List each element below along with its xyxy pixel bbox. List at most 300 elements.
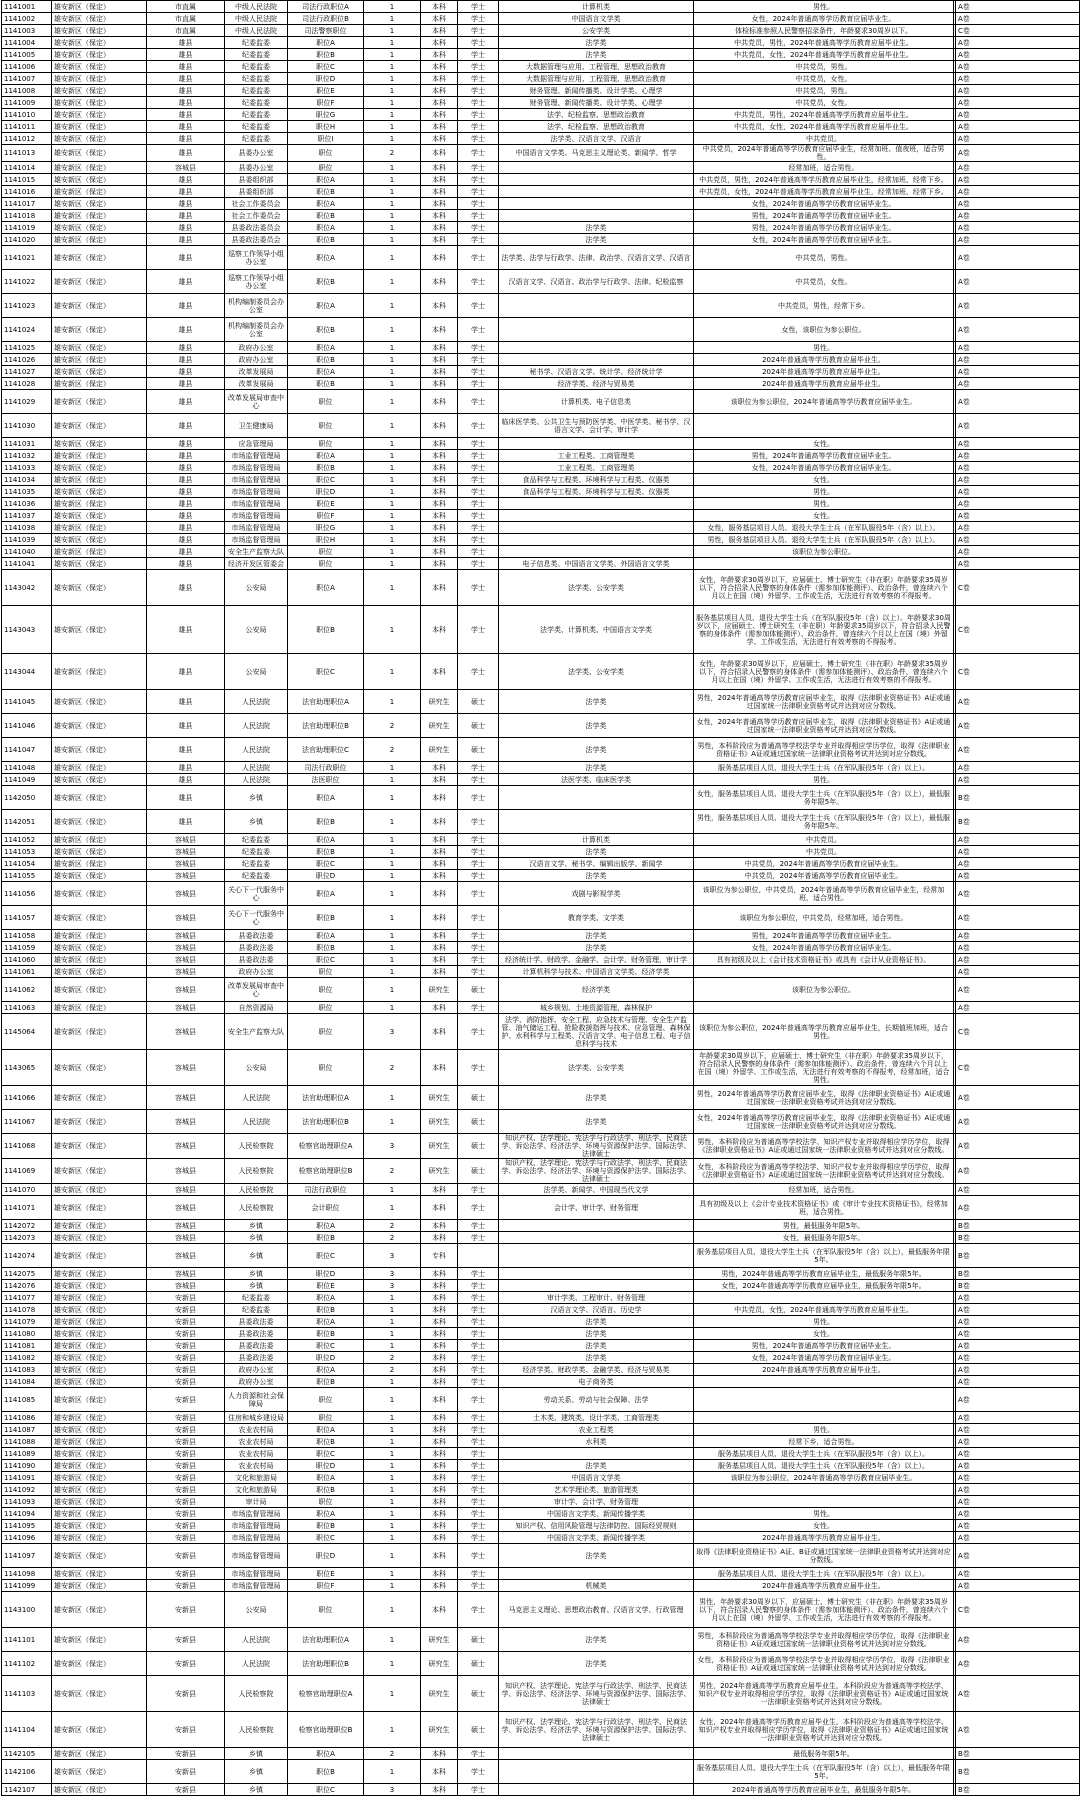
region-cell: 雄安新区（保定） (52, 378, 147, 390)
position-name-cell: 职位C (288, 858, 364, 870)
table-row (2, 85, 1080, 97)
other-requirements-cell: 2024年普通高等学历教育应届毕业生，最低服务年限5年。 (694, 1784, 954, 1796)
education-cell: 本科 (421, 654, 458, 690)
quota-cell: 1 (364, 1580, 421, 1592)
department-cell: 纪委监委 (225, 1292, 288, 1304)
table-row (2, 61, 1080, 73)
position-code-cell: 1141091 (2, 1472, 52, 1484)
position-code-cell: 1143043 (2, 606, 52, 654)
quota-cell: 1 (364, 1002, 421, 1014)
region-cell: 雄安新区（保定） (52, 966, 147, 978)
position-name-cell: 职位C (288, 1448, 364, 1460)
county-cell: 安新县 (147, 1544, 225, 1568)
degree-cell: 学士 (458, 234, 499, 246)
education-cell: 本科 (421, 762, 458, 774)
region-cell: 雄安新区（保定） (52, 1748, 147, 1760)
degree-cell: 学士 (458, 810, 499, 834)
exam-paper-cell: B卷 (956, 1748, 1080, 1760)
other-requirements-cell: 该职位为参公职位，中共党员，经常加班，适合男性。 (694, 906, 954, 930)
education-cell: 本科 (421, 354, 458, 366)
education-cell: 本科 (421, 318, 458, 342)
education-cell: 本科 (421, 1580, 458, 1592)
region-cell: 雄安新区（保定） (52, 121, 147, 133)
position-code-cell: 1141002 (2, 13, 52, 25)
position-code-cell: 1141083 (2, 1364, 52, 1376)
position-code-cell: 1141024 (2, 318, 52, 342)
county-cell: 雄县 (147, 786, 225, 810)
exam-paper-cell: A卷 (956, 354, 1080, 366)
position-name-cell: 职位B (288, 1304, 364, 1316)
degree-cell: 学士 (458, 1352, 499, 1364)
department-cell: 市场监督管理局 (225, 474, 288, 486)
department-cell: 乡镇 (225, 1220, 288, 1232)
education-cell: 本科 (421, 534, 458, 546)
department-cell: 中级人民法院 (225, 25, 288, 37)
county-cell: 容城县 (147, 1159, 225, 1184)
major-cell (499, 1448, 694, 1460)
department-cell: 乡镇 (225, 1760, 288, 1784)
department-cell: 农业农村局 (225, 1436, 288, 1448)
table-row (2, 1472, 1080, 1484)
exam-paper-cell: B卷 (956, 810, 1080, 834)
other-requirements-cell: 男性，服务基层项目人员、退役大学生士兵（在军队服役5年（含）以上）。 (694, 534, 954, 546)
region-cell: 雄安新区（保定） (52, 906, 147, 930)
region-cell: 雄安新区（保定） (52, 462, 147, 474)
quota-cell: 1 (364, 846, 421, 858)
degree-cell: 学士 (458, 1760, 499, 1784)
degree-cell: 学士 (458, 546, 499, 558)
degree-cell: 学士 (458, 97, 499, 109)
position-code-cell: 1141022 (2, 270, 52, 294)
quota-cell: 1 (364, 1484, 421, 1496)
department-cell: 改革发展局审查中心 (225, 978, 288, 1002)
position-code-cell: 1141077 (2, 1292, 52, 1304)
quota-cell: 3 (364, 1280, 421, 1292)
education-cell: 本科 (421, 1484, 458, 1496)
county-cell: 雄县 (147, 498, 225, 510)
other-requirements-cell: 女性，2024年普通高等学历教育应届毕业生。 (694, 462, 954, 474)
exam-paper-cell: A卷 (956, 145, 1080, 162)
table-row (2, 109, 1080, 121)
position-code-cell: 1141063 (2, 1002, 52, 1014)
table-row (2, 606, 1080, 654)
table-row (2, 462, 1080, 474)
education-cell: 本科 (421, 1520, 458, 1532)
major-cell: 审计学类、工程审计、财务管理 (499, 1292, 694, 1304)
other-requirements-cell: 女性，2024年普通高等学历教育应届毕业生。 (694, 1352, 954, 1364)
quota-cell: 1 (364, 1448, 421, 1460)
department-cell: 纪委监委 (225, 121, 288, 133)
position-name-cell: 职位C (288, 474, 364, 486)
degree-cell: 硕士 (458, 1628, 499, 1652)
department-cell: 关心下一代服务中心 (225, 906, 288, 930)
quota-cell: 1 (364, 1544, 421, 1568)
major-cell: 法学类、公安学类 (499, 570, 694, 606)
region-cell: 雄安新区（保定） (52, 762, 147, 774)
table-row (2, 942, 1080, 954)
position-name-cell: 检察官助理职位B (288, 1159, 364, 1184)
position-name-cell: 职位 (288, 414, 364, 438)
other-requirements-cell: 男性，本科阶段应为普通高等学校法学、知识产权专业并取得相应学历学位，取得《法律职业资格证书》A证或通过国家统一法律职业资格考试并达到对应分数线。 (694, 1134, 954, 1159)
table-row (2, 1002, 1080, 1014)
position-code-cell: 1141035 (2, 486, 52, 498)
department-cell: 公安局 (225, 654, 288, 690)
exam-paper-cell: A卷 (956, 1, 1080, 13)
position-name-cell: 职位B (288, 318, 364, 342)
degree-cell: 学士 (458, 246, 499, 270)
county-cell: 雄县 (147, 73, 225, 85)
position-name-cell: 职位B (288, 1328, 364, 1340)
other-requirements-cell: 男性，2024年普通高等学历教育应届毕业生，最低服务年限5年。 (694, 1268, 954, 1280)
department-cell: 安全生产监察大队 (225, 546, 288, 558)
other-requirements-cell: 中共党员，2024年普通高等学历教育应届毕业生，经常加班、值夜班，适合男性。 (694, 145, 954, 162)
exam-paper-cell: A卷 (956, 690, 1080, 714)
department-cell: 人民法院 (225, 690, 288, 714)
position-code-cell: 1141032 (2, 450, 52, 462)
quota-cell: 1 (364, 486, 421, 498)
position-name-cell: 职位A (288, 930, 364, 942)
position-code-cell: 1141020 (2, 234, 52, 246)
quota-cell: 1 (364, 1196, 421, 1220)
degree-cell: 学士 (458, 270, 499, 294)
position-code-cell: 1141045 (2, 690, 52, 714)
county-cell: 安新县 (147, 1784, 225, 1796)
position-name-cell: 职位B (288, 1436, 364, 1448)
education-cell: 本科 (421, 1376, 458, 1388)
department-cell: 市场监督管理局 (225, 1508, 288, 1520)
exam-paper-cell: A卷 (956, 210, 1080, 222)
position-name-cell: 职位A (288, 37, 364, 49)
exam-paper-cell: A卷 (956, 978, 1080, 1002)
position-code-cell: 1142106 (2, 1760, 52, 1784)
county-cell: 雄县 (147, 37, 225, 49)
table-row (2, 510, 1080, 522)
position-name-cell: 司法行政职位A (288, 1, 364, 13)
education-cell: 本科 (421, 930, 458, 942)
region-cell: 雄安新区（保定） (52, 558, 147, 570)
department-cell: 关心下一代服务中心 (225, 882, 288, 906)
exam-paper-cell: A卷 (956, 1412, 1080, 1424)
other-requirements-cell (694, 1412, 954, 1424)
region-cell: 雄安新区（保定） (52, 1652, 147, 1676)
position-code-cell: 1141017 (2, 198, 52, 210)
exam-paper-cell: A卷 (956, 1002, 1080, 1014)
other-requirements-cell: 服务基层项目人员、退役大学生士兵（在军队服役5年（含）以上），最低服务年限5年。 (694, 1760, 954, 1784)
other-requirements-cell (694, 1002, 954, 1014)
exam-paper-cell: A卷 (956, 1496, 1080, 1508)
quota-cell: 1 (364, 1412, 421, 1424)
position-name-cell: 职位E (288, 1568, 364, 1580)
position-name-cell: 职位C (288, 654, 364, 690)
department-cell: 县委办公室 (225, 162, 288, 174)
county-cell: 雄县 (147, 198, 225, 210)
department-cell: 中级人民法院 (225, 1, 288, 13)
degree-cell: 学士 (458, 1388, 499, 1412)
education-cell: 研究生 (421, 1134, 458, 1159)
department-cell: 改革发展局 (225, 366, 288, 378)
position-code-cell: 1142072 (2, 1220, 52, 1232)
position-code-cell: 1141053 (2, 846, 52, 858)
table-row (2, 1086, 1080, 1110)
position-code-cell: 1141087 (2, 1424, 52, 1436)
position-code-cell: 1143100 (2, 1592, 52, 1628)
position-name-cell: 职位A (288, 450, 364, 462)
table-row (2, 1388, 1080, 1412)
department-cell: 纪委监委 (225, 846, 288, 858)
region-cell: 雄安新区（保定） (52, 870, 147, 882)
table-row (2, 1352, 1080, 1364)
table-row (2, 270, 1080, 294)
department-cell: 乡镇 (225, 810, 288, 834)
major-cell: 经济统计学、财政学、金融学、会计学、财务管理、审计学 (499, 954, 694, 966)
region-cell: 雄安新区（保定） (52, 1580, 147, 1592)
region-cell: 雄安新区（保定） (52, 246, 147, 270)
position-name-cell: 职位H (288, 534, 364, 546)
position-name-cell: 职位B (288, 354, 364, 366)
position-name-cell: 职位 (288, 438, 364, 450)
table-row (2, 1532, 1080, 1544)
degree-cell: 学士 (458, 210, 499, 222)
position-name-cell: 法医职位 (288, 774, 364, 786)
table-row (2, 558, 1080, 570)
table-row (2, 810, 1080, 834)
department-cell: 中级人民法院 (225, 13, 288, 25)
exam-paper-cell: A卷 (956, 49, 1080, 61)
department-cell: 政府办公室 (225, 354, 288, 366)
exam-paper-cell: A卷 (956, 558, 1080, 570)
quota-cell: 3 (364, 1244, 421, 1268)
department-cell: 县委办公室 (225, 145, 288, 162)
position-name-cell: 职位A (288, 222, 364, 234)
major-cell (499, 174, 694, 186)
department-cell: 纪委监委 (225, 49, 288, 61)
education-cell: 本科 (421, 1532, 458, 1544)
table-row (2, 1232, 1080, 1244)
department-cell: 人民法院 (225, 738, 288, 762)
region-cell: 雄安新区（保定） (52, 450, 147, 462)
region-cell: 雄安新区（保定） (52, 1424, 147, 1436)
major-cell: 法学类 (499, 234, 694, 246)
table-row (2, 870, 1080, 882)
position-code-cell: 1141012 (2, 133, 52, 145)
county-cell: 容城县 (147, 978, 225, 1002)
position-code-cell: 1141021 (2, 246, 52, 270)
quota-cell: 1 (364, 1376, 421, 1388)
major-cell: 法学类 (499, 1460, 694, 1472)
degree-cell: 学士 (458, 510, 499, 522)
table-row (2, 1712, 1080, 1748)
major-cell: 法学类 (499, 762, 694, 774)
table-row (2, 1484, 1080, 1496)
position-name-cell: 职位B (288, 1760, 364, 1784)
county-cell: 雄县 (147, 714, 225, 738)
position-code-cell: 1141101 (2, 1628, 52, 1652)
table-row (2, 1184, 1080, 1196)
department-cell: 人力资源和社会保障局 (225, 1388, 288, 1412)
exam-paper-cell: A卷 (956, 1652, 1080, 1676)
major-cell: 计算机类 (499, 1, 694, 13)
education-cell: 本科 (421, 1292, 458, 1304)
position-name-cell: 职位A (288, 1220, 364, 1232)
region-cell: 雄安新区（保定） (52, 1436, 147, 1448)
quota-cell: 1 (364, 774, 421, 786)
region-cell: 雄安新区（保定） (52, 606, 147, 654)
education-cell: 研究生 (421, 1086, 458, 1110)
position-name-cell: 法官助理职位A (288, 1086, 364, 1110)
degree-cell: 学士 (458, 1748, 499, 1760)
county-cell: 容城县 (147, 858, 225, 870)
position-code-cell: 1141062 (2, 978, 52, 1002)
county-cell: 雄县 (147, 109, 225, 121)
education-cell: 本科 (421, 1472, 458, 1484)
education-cell: 研究生 (421, 714, 458, 738)
major-cell: 法学类 (499, 930, 694, 942)
education-cell: 本科 (421, 1424, 458, 1436)
position-name-cell: 职位 (288, 1014, 364, 1050)
table-row (2, 1628, 1080, 1652)
education-cell: 本科 (421, 1014, 458, 1050)
table-row (2, 1376, 1080, 1388)
table-row (2, 246, 1080, 270)
major-cell: 电子信息类、中国语言文学类、外国语言文学类 (499, 558, 694, 570)
degree-cell: 学士 (458, 318, 499, 342)
quota-cell: 1 (364, 1652, 421, 1676)
table-row (2, 1760, 1080, 1784)
exam-paper-cell: A卷 (956, 294, 1080, 318)
exam-paper-cell: A卷 (956, 109, 1080, 121)
other-requirements-cell (694, 966, 954, 978)
degree-cell: 硕士 (458, 690, 499, 714)
education-cell: 研究生 (421, 1628, 458, 1652)
table-row (2, 198, 1080, 210)
position-code-cell: 1141029 (2, 390, 52, 414)
department-cell: 市场监督管理局 (225, 510, 288, 522)
other-requirements-cell: 女性，本科阶段应为普通高等学校法学专业并取得相应学历学位，取得《法律职业资格证书》A证或通过国家统一法律职业资格考试并达到对应分数线。 (694, 1652, 954, 1676)
education-cell: 本科 (421, 246, 458, 270)
major-cell: 汉语言文学、秘书学、编辑出版学、新闻学 (499, 858, 694, 870)
county-cell: 雄县 (147, 145, 225, 162)
position-code-cell: 1141028 (2, 378, 52, 390)
position-code-cell: 1141090 (2, 1460, 52, 1472)
position-name-cell: 职位B (288, 462, 364, 474)
region-cell: 雄安新区（保定） (52, 366, 147, 378)
education-cell: 本科 (421, 486, 458, 498)
other-requirements-cell: 经常下乡，适合男性。 (694, 1436, 954, 1448)
major-cell: 法学类 (499, 1328, 694, 1340)
other-requirements-cell (694, 1376, 954, 1388)
department-cell: 纪委监委 (225, 133, 288, 145)
region-cell: 雄安新区（保定） (52, 1628, 147, 1652)
exam-paper-cell: C卷 (956, 606, 1080, 654)
department-cell: 人民法院 (225, 1652, 288, 1676)
position-name-cell: 职位B (288, 1520, 364, 1532)
region-cell: 雄安新区（保定） (52, 1, 147, 13)
other-requirements-cell: 男性，年龄要求30周岁以下，应届硕士、博士研究生（非在职）年龄要求35周岁以下，符合招录人民警察的身体条件（需参加体能测评）、政治条件，曾连续六个月以上在国（境）外留学、工作或生活，无法进行有效考察的不得报考。 (694, 1592, 954, 1628)
region-cell: 雄安新区（保定） (52, 1388, 147, 1412)
position-name-cell: 职位B (288, 210, 364, 222)
degree-cell: 学士 (458, 222, 499, 234)
exam-paper-cell: A卷 (956, 510, 1080, 522)
exam-paper-cell: A卷 (956, 174, 1080, 186)
quota-cell: 1 (364, 654, 421, 690)
education-cell: 本科 (421, 966, 458, 978)
position-code-cell: 1141085 (2, 1388, 52, 1412)
table-row (2, 570, 1080, 606)
exam-paper-cell: B卷 (956, 1268, 1080, 1280)
other-requirements-cell: 中共党员。 (694, 846, 954, 858)
other-requirements-cell: 女性，2024年普通高等学历教育应届毕业生。 (694, 13, 954, 25)
region-cell: 雄安新区（保定） (52, 1676, 147, 1712)
region-cell: 雄安新区（保定） (52, 1352, 147, 1364)
quota-cell: 1 (364, 762, 421, 774)
position-code-cell: 1141098 (2, 1568, 52, 1580)
table-row (2, 1580, 1080, 1592)
position-name-cell: 职位D (288, 870, 364, 882)
department-cell: 县委政法委 (225, 930, 288, 942)
county-cell: 容城县 (147, 954, 225, 966)
position-code-cell: 1142051 (2, 810, 52, 834)
table-row (2, 318, 1080, 342)
department-cell: 县委政法委 (225, 1316, 288, 1328)
degree-cell: 学士 (458, 414, 499, 438)
county-cell: 安新县 (147, 1352, 225, 1364)
position-code-cell: 1145064 (2, 1014, 52, 1050)
quota-cell: 1 (364, 73, 421, 85)
degree-cell: 学士 (458, 846, 499, 858)
exam-paper-cell: B卷 (956, 1760, 1080, 1784)
region-cell: 雄安新区（保定） (52, 1712, 147, 1748)
quota-cell: 2 (364, 714, 421, 738)
quota-cell: 3 (364, 1014, 421, 1050)
county-cell: 容城县 (147, 966, 225, 978)
table-row (2, 882, 1080, 906)
major-cell: 食品科学与工程类、环境科学与工程类、仪器类 (499, 474, 694, 486)
major-cell: 教育学类、文学类 (499, 906, 694, 930)
department-cell: 市场监督管理局 (225, 522, 288, 534)
other-requirements-cell (694, 1292, 954, 1304)
region-cell: 雄安新区（保定） (52, 73, 147, 85)
degree-cell: 学士 (458, 558, 499, 570)
position-code-cell: 1141061 (2, 966, 52, 978)
table-row (2, 354, 1080, 366)
quota-cell: 1 (364, 1568, 421, 1580)
degree-cell: 学士 (458, 174, 499, 186)
other-requirements-cell: 服务基层项目人员、退役大学生士兵（在军队服役5年（含）以上）。年龄要求30周岁以下，应届硕士、博士研究生（非在职）年龄要求35周岁以下，符合招录人民警察的身体条件（需参加体能测评）、政治条件，曾连续六个月以上在国（境）外留学、工作或生活，无法进行有效考察的不得报考。 (694, 606, 954, 654)
quota-cell: 2 (364, 1050, 421, 1086)
other-requirements-cell: 女性，2024年普通高等学历教育应届毕业生。 (694, 234, 954, 246)
other-requirements-cell: 女性，年龄要求30周岁以下，应届硕士、博士研究生（非在职）年龄要求35周岁以下，符合招录人民警察的身体条件（需参加体能测评）、政治条件，曾连续六个月以上在国（境）外留学、工作或生活，无法进行有效考察的不得报考。 (694, 570, 954, 606)
position-name-cell: 职位A (288, 1508, 364, 1520)
education-cell: 研究生 (421, 1676, 458, 1712)
table-row (2, 1014, 1080, 1050)
major-cell: 秘书学、汉语言文学、统计学、经济统计学 (499, 366, 694, 378)
county-cell: 容城县 (147, 1196, 225, 1220)
education-cell: 本科 (421, 1784, 458, 1796)
exam-paper-cell: C卷 (956, 1050, 1080, 1086)
county-cell: 安新县 (147, 1676, 225, 1712)
major-cell: 食品科学与工程类、环境科学与工程类、仪器类 (499, 486, 694, 498)
region-cell: 雄安新区（保定） (52, 390, 147, 414)
quota-cell: 1 (364, 906, 421, 930)
table-row (2, 546, 1080, 558)
position-name-cell: 职位C (288, 1532, 364, 1544)
position-code-cell: 1141069 (2, 1159, 52, 1184)
major-cell: 法学类 (499, 1352, 694, 1364)
position-code-cell: 1141067 (2, 1110, 52, 1134)
exam-paper-cell: A卷 (956, 198, 1080, 210)
quota-cell: 1 (364, 870, 421, 882)
region-cell: 雄安新区（保定） (52, 474, 147, 486)
